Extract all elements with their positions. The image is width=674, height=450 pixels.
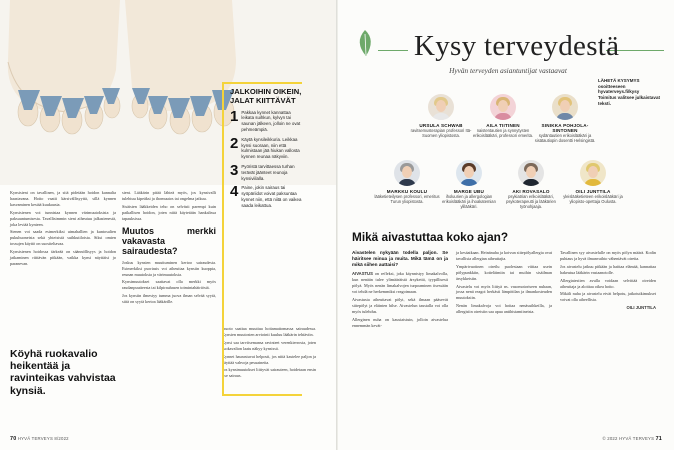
step-text: Käytä kynsileikkuria. Leikkaa kynsi suoraan, niin että kulmistaan jää hiukan vallosta kynnen reunaa näkyviin. <box>241 136 300 160</box>
expert-card <box>434 160 504 209</box>
section-title: Mikä aivastuttaa koko ajan? <box>352 230 509 244</box>
subheading: Muutos merkki vakavasta sairaudesta? <box>122 225 216 257</box>
sidebar-step <box>230 185 302 208</box>
column-2 <box>122 190 216 307</box>
question-lead: Aivastelen nykyään todella paljon. Se häiritsee minua ja muita. Mikä tämä on ja mikä siihen auttaisi? <box>352 250 448 268</box>
expert-name: OILI JUNTTILA <box>575 189 611 194</box>
expert-role: psykiatrian erikoislääkäri, psykoterapeutti ja lääkärien työnohjaaja. <box>506 194 556 210</box>
drop-caps: AIVASTUS <box>352 271 373 277</box>
signature-name: OILI JUNTTILA <box>626 305 656 311</box>
paragraph: ja kesäaikaan. Heinänuha ja koivun siitepölyallergia ovat tavallisia allergian aiheuttajia. <box>456 250 552 261</box>
paragraph: Kynsisieni on tavallinen, ja sitä pidetään hoidon kannalta haastavana. Hoito vaatii kärsivällisyyttä, sillä kynnen kasvaminen kestää kuukausia. <box>10 190 116 207</box>
step-number: 4 <box>230 183 239 201</box>
paragraph: muoto saattaa muuttua hoitamattomassa sairaudessa. Kynsien muutosten arviointi kuuluu lääkärin tehtäviin. <box>222 326 316 337</box>
page-number: 71 <box>655 436 662 442</box>
left-footer <box>10 436 69 442</box>
page-number: 70 <box>10 436 17 442</box>
sidebar-box <box>222 82 302 396</box>
expert-name: AILA TIITINEN <box>486 123 520 128</box>
send-question-heading: LÄHETÄ KYSYMYS osoitteeseen hyvaterveys.fi/kysy <box>598 78 640 95</box>
expert-name: SINIKKA POHJOLA-SINTONEN <box>541 123 589 133</box>
expert-role: yleislääketieteen erikoislääkäri ja yliopisto-opettaja Oulusta. <box>563 194 623 205</box>
expert-avatar <box>552 94 578 120</box>
paragraph: Tavallinen syy aivastelulle on myös pölyn määrä. Kodin puhtaus ja hyvä ilmanvaihto vähentävät oireita. <box>560 250 656 261</box>
send-question-box <box>598 78 660 107</box>
expert-card <box>530 94 600 143</box>
paragraph: Joskus kynsien muuttuminen kertoo sairaudesta. Esimerkiksi psoriasis voi aiheuttaa kynsiin kuoppia, reunan muutoksia ja värimuutoksia. <box>122 259 216 277</box>
expert-role: lääketieteilysen professori, emeritus Turun yliopistosta. <box>374 194 440 205</box>
paragraph: Allergiatestien avulla voidaan selvittää oireiden aiheuttaja ja aloittaa oikea hoito. <box>560 277 656 289</box>
sidebar-step <box>230 161 302 181</box>
expert-avatar <box>456 160 482 186</box>
step-text: Paine, jokin sairaus tai syöpäriidot voivat paksuntaa kynnet niin, että niitä on vaikea saada leikattua. <box>241 185 302 208</box>
paragraph: Kynsimuutokset saattavat olla merkki myös raudanpuutteesta tai kilpirauhasen toimintahäiriöstä. <box>122 279 216 291</box>
expert-card <box>558 160 628 204</box>
column-1 <box>10 190 116 269</box>
paragraph: Kynsi saa tarvitsemansa ravinteet verenkierrosta, joten ruokavalion laatu näkyy kynsissä. <box>222 339 316 351</box>
send-question-text: Toimitus valitsee julkaistavat teksti. <box>598 95 660 106</box>
publication-name: © 2022 HYVÄ TERVEYS <box>602 436 655 441</box>
paragraph: Kynsisienen voi tunnistaa kynnen värimuutoksista ja paksuuntumisesta. Tavallisimmin sieni aiheutuu jalkasienestä, joka leviää kynteen. <box>10 209 116 227</box>
expert-name: MARGE UBU <box>453 189 485 194</box>
pull-quote: Köyhä ruokavalio heikentää ja ravinteikas vahvistaa kynsiä. <box>10 348 116 397</box>
paragraph: Aivastusta aiheuttavat pölyt, sekä ilmaan pääsevät siitepölyt ja eläinten hilse. Aivastelun taustalla voi olla myös tulehdus. <box>352 296 448 314</box>
expert-card <box>468 94 538 138</box>
step-number: 3 <box>230 161 239 179</box>
expert-role: ravitsemusterapian professori Itä-Suomen yliopistosta. <box>410 128 472 139</box>
paragraph: Aivastelu voi myös liittyä ns. vasomotoriseen nuhaan, jossa nenä reagoi herkästi lämpötilan ja ilmankosteuden muutoksiin. <box>456 283 552 301</box>
paragraph: Jos aivastelu jatkuu pitkään ja haittaa elämää, kannattaa hakeutua lääkärin vastaanotolle. <box>560 263 656 275</box>
step-text: Pakkaa kynnet kannattaa leikata suihkun, kylvyn tai saunan jälkeen, jolloin ne ovat pehmeämpiä. <box>241 109 301 132</box>
paragraph: Ympärivuotinen oireilu puolestaan viittaa usein pölypunkkiin, kotieläimiin tai muihin sisäilman ärsykkeisiin. <box>456 263 552 281</box>
paragraph: Sienen voi saada esimerkiksi uimahallien ja kuntosalien pukuhuoneista sekä yhteisistä suihkutiloista. Siksi omien tossujen käyttö on suositeltavaa. <box>10 229 116 247</box>
expert-name: MARKKU KOULU <box>386 189 428 194</box>
paragraph: Jos kynsiin ilmestyy tumma juova ilman selvää syytä, siitä on syytä kertoa lääkärille. <box>122 293 216 305</box>
expert-card <box>406 94 476 138</box>
answer-signature <box>560 305 656 311</box>
paragraph: sient. Lääkärin pitää lähteä myös, jos kynsivalli tulehtuu kipeäksi ja ihomuutos tai ongelma jatkuu. <box>122 190 216 201</box>
expert-avatar <box>518 160 544 186</box>
answer-column-1 <box>352 250 448 330</box>
paragraph <box>352 271 448 295</box>
expert-avatar <box>394 160 420 186</box>
sidebar-title: JALKOIHIN OIKEIN, JALAT KIITTÄVÄT <box>230 87 302 105</box>
publication-name: HYVÄ TERVEYS 8/2022 <box>17 436 69 441</box>
sidebar-step <box>230 107 302 133</box>
page-title: Kysy terveydestä <box>414 30 620 62</box>
page-subtitle: Hyvän terveyden asiantuntijat vastaavat <box>449 66 567 75</box>
expert-name: AKI ROVASALO <box>512 189 550 194</box>
right-footer <box>602 436 662 442</box>
step-number: 2 <box>230 134 239 152</box>
paragraph: Allerginen nuha on kausiaistuin, jolloin aivastelua ennemmän kevät- <box>352 316 448 328</box>
expert-role: naistentautien ja synnytysten erikoislääkäri, professori emerita. <box>472 128 534 139</box>
paragraph: Mikäli nuha ja aivastelu eivät helpotu, jatkotutkimukset voivat olla aiheellisia. <box>560 291 656 303</box>
paragraph-text: on refleksi, joka käynnistyy limakalvolla, kun nenään tulee ylimääräistä ärsykettä, tyypillisesti pölyä. Myös nenän limakalvojen turpoaminen itsessään voi tehdä ne herkemmiksi reagoimaan. <box>352 271 448 294</box>
expert-avatar <box>490 94 516 120</box>
expert-card <box>496 160 566 209</box>
paragraph: Sisäisten lääkkeiden teho on selvästi parempi kuin paikallisen hoidon, joten niitä käytetään hankalissa tapauksissa. <box>122 203 216 221</box>
expert-avatar <box>428 94 454 120</box>
answer-column-2 <box>456 250 552 317</box>
expert-card <box>372 160 442 204</box>
expert-role: sydäntautien erikoislääkäri ja sisätautiopin dosentti Helsingistä. <box>534 133 596 144</box>
answer-column-3 <box>560 250 656 311</box>
step-number: 1 <box>230 107 239 125</box>
expert-name: URSULA SCHWAB <box>419 123 463 128</box>
leaf-icon <box>354 28 376 58</box>
paragraph: Kynsisienen hoidossa tärkeää on säännöllisyys ja hoidon jatkaminen riittävän pitkään, vaikka kynsi näyttäisi jo paranevan. <box>10 249 116 266</box>
sidebar-step <box>230 134 302 160</box>
paragraph: Nenän limakalvoja voi hoitaa nenäsuihkeilla, ja allergisiin oireisiin saa apua antihistamiineista. <box>456 303 552 315</box>
step-text: Pyöristä tarvittaessa turhan terävät jäänteet reunoja kynsiviilalla. <box>241 163 295 181</box>
expert-avatar <box>580 160 606 186</box>
paragraph: Kynnet haurastuvat helposti, jos niitä kastelee paljon ja käyttää vahvoja pesuaineita. <box>222 353 316 365</box>
expert-role: iholuurien ja allergologian erikoislääkäri ja ihoakatemian ylilääkäri. <box>442 194 496 210</box>
title-rule-left <box>378 50 408 51</box>
paragraph: Jos kynsimuutokset liittyvät sairauteen, hoidetaan ensin itse sairaus. <box>222 367 316 379</box>
